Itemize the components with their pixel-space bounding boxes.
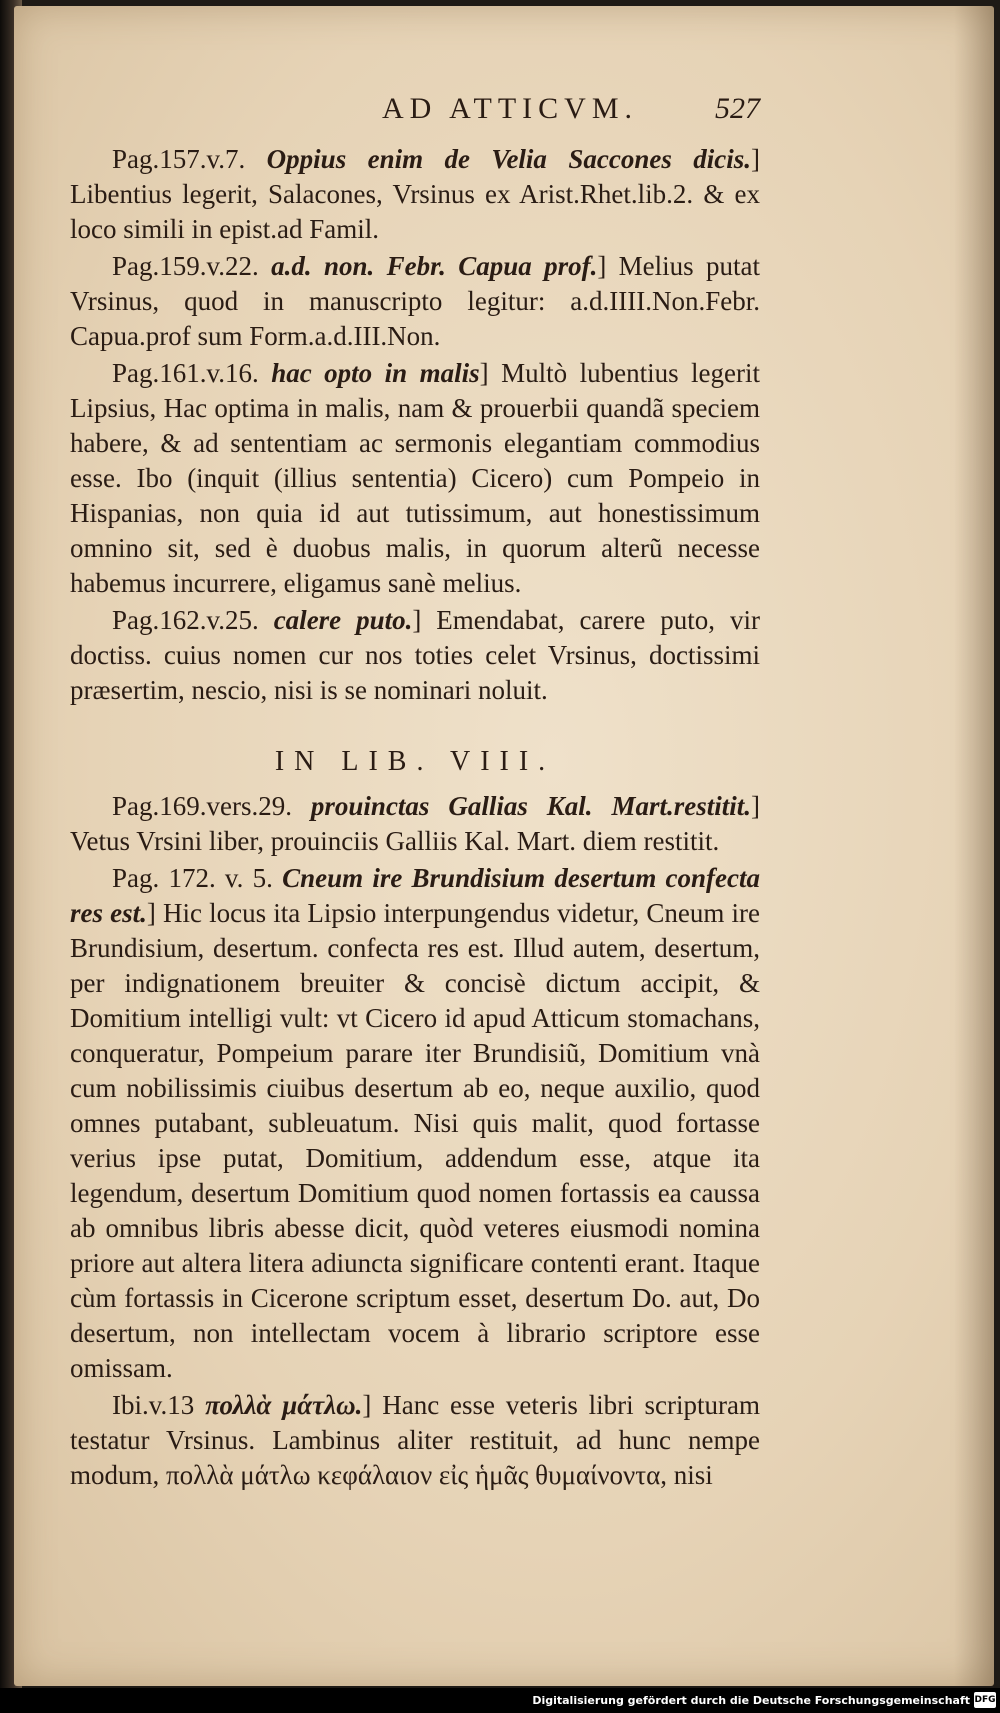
citation: Pag.162.v.25. — [112, 605, 274, 635]
lemma: calere puto. — [273, 605, 413, 635]
commentary: ] Emendabat, carere puto, vir doctiss. cuius nomen cur nos toties celet Vrsinus, doctissimi præsertim, nescio, nisi is se nominari noluit. — [70, 605, 760, 705]
lemma: πολλὰ μάτλω. — [205, 1390, 363, 1420]
paragraph — [70, 356, 760, 601]
citation: Pag.161.v.16. — [112, 358, 272, 388]
commentary: ] Hic locus ita Lipsio interpungendus videtur, Cneum ire Brundisium, desertum. confecta res est. Illud autem, desertum, per indignationem breuiter & concisè dictum accipit, & Domitium intelligi vult: vt Cicero id apud Atticum stomachans, conqueratur, Pompeium parare iter Brundisiũ, Domitium vnà cum nobilissimis ciuibus desertum ab eo, neque auxilio, quod omnes putabant, subleuatum. Nisi quis malit, quod fortasse verius ipse putat, Domitium, addendum esse, atque ita legendum, desertum Domitium quod nomen fortassis ea caussa ab omnibus libris abesse dicit, quòd veteres eiusmodi nomina priore aut altera litera adiuncta significare contenti erant. Itaque cùm fortassis in Cicerone scriptum esset, desertum Do. aut, Do desertum, non intellectam vocem à librario scriptore esse omissam. — [70, 898, 760, 1383]
commentary: ] Libentius legerit, Salacones, Vrsinus ex Arist.Rhet.lib.2. & ex loco simili in epist.ad Famil. — [70, 144, 761, 244]
commentary: ] Hanc esse veteris libri scripturam testatur Vrsinus. Lambinus aliter restituit, ad hunc nempe modum, πολλὰ μάτλω κεφάλαιον εἰς ἡμᾶς θυμαίνοντα, nisi — [70, 1390, 760, 1490]
dfg-logo: DFG — [974, 1692, 996, 1708]
funding-footer: Digitalisierung gefördert durch die Deutsche Forschungsgemeinschaft — [0, 1688, 1000, 1713]
citation: Pag.159.v.22. — [112, 251, 272, 281]
paragraph — [70, 1388, 760, 1493]
paragraph — [70, 861, 760, 1386]
citation: Ibi.v.13 — [112, 1390, 206, 1420]
paragraph — [70, 249, 760, 354]
page-shadow — [954, 6, 994, 1686]
text-block — [70, 90, 760, 1495]
lemma: a.d. non. Febr. Capua prof. — [271, 251, 598, 281]
paragraph — [70, 603, 760, 708]
commentary: ] Melius putat Vrsinus, quod in manuscripto legitur: a.d.IIII.Non.Febr. Capua.prof sum Form.a.d.III.Non. — [70, 251, 761, 351]
lemma: Cneum ire Brundisium desertum confecta res est. — [70, 863, 760, 928]
paragraph — [70, 142, 760, 247]
lemma: prouinctas Gallias Kal. Mart.restitit. — [310, 791, 751, 821]
paragraph — [70, 789, 760, 859]
lemma: Oppius enim de Velia Saccones dicis. — [266, 144, 752, 174]
citation: Pag. 172. v. 5. — [112, 863, 283, 893]
commentary: ] Multò lubentius legerit Lipsius, Hac optima in malis, nam & prouerbii quandã speciem habere, & ad sententiam ac sermonis elegantiam commodius esse. Ibo (inquit (illius sententia) Cicero) cum Pompeio in Hispanias, non quia id aut tutissimum, aut honestissimum omnino sit, sed è duobus malis, in quorum alterũ necesse habemus incurrere, eligamus sanè melius. — [70, 358, 761, 598]
section-title: IN LIB. VIII. — [274, 746, 556, 777]
running-head: AD ATTICVM. — [381, 92, 638, 125]
page-number: 527 — [715, 92, 760, 125]
commentary: ] Vetus Vrsini liber, prouinciis Galliis Kal. Mart. diem restitit. — [70, 791, 760, 856]
lemma: hac opto in malis — [271, 358, 480, 388]
citation: Pag.169.vers.29. — [112, 791, 311, 821]
citation: Pag.157.v.7. — [112, 144, 267, 174]
